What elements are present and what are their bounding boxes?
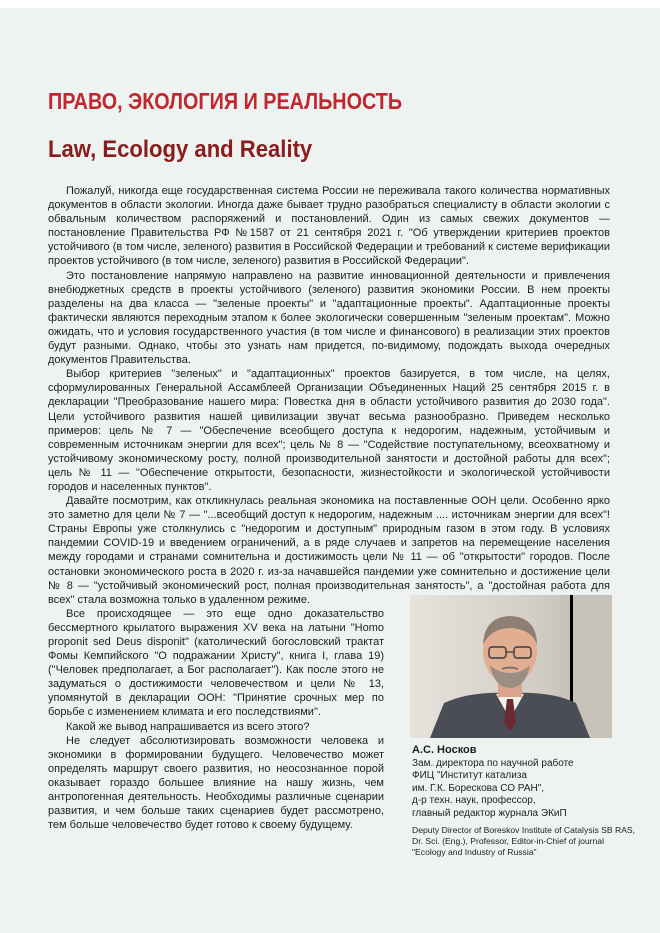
author-position-line: им. Г.К. Борескова СО РАН", (412, 782, 544, 794)
author-position-line: Зам. директора по научной работе (412, 757, 574, 769)
page-title-ru: ПРАВО, ЭКОЛОГИЯ И РЕАЛЬНОСТЬ (48, 88, 403, 114)
author-position-en-line: Dr. Sci. (Eng.), Professor, Editor-in-Chief of journal (412, 835, 604, 846)
author-position-en-line: "Ecology and Industry of Russia" (412, 846, 537, 857)
author-caption (412, 744, 636, 858)
article-paragraph-5: Все происходящее — это еще одно доказательство бессмертного крылатого выражения XV века на латыни "Homo proponit sed Deus disponit" (католический богословский трактат Фомы Кемпийского "О подражании Христу", книга I, глава 19) ("Человек предполагает, а Бог располагает"). Как после этого не задуматься о достижимости человечеством и цели № 13, упомянутой в декларации ООН: "Принятие срочных мер по борьбе с изменением климата и его последствиями". (48, 607, 384, 719)
author-position-en (412, 824, 636, 858)
article-paragraph-6: Какой же вывод напрашивается из всего этого? (66, 720, 310, 733)
article-paragraph-4: Давайте посмотрим, как откликнулась реальная экономика на поставленные ООН цели. Особенно ярко это заметно для цели № 7 — "...всеобщий доступ к недорогим, надежным .... источникам энергии для всех"! Страны Европы уже столкнулись с "недорогим и доступным" природным газом в этом году. В условиях пандемии COVID-19 и введением ограничений, а в ряде случаев и запретов на перемещение населения между городами и странами сомнительна и достижимость цели № 11 — об "открытости" городов. После остановки экономического роста в 2020 г. из-за начавшейся пандемии уже сомнительно и достижение цели № 8 — "устойчивый экономический рост, полная производительная занятость", а "достойная работа для всех" стала возможна только в удаленном режиме. (48, 495, 610, 606)
article-paragraph-1: Пожалуй, никогда еще государственная система России не переживала такого количества нормативных документов в области экологии. Иногда даже бывает трудно разобраться специалисту в области экологии с обвальным количеством распоряжений и постановлений. Один из самых свежих документов — постановление Правительства РФ №1587 от 21 сентября 2021 г. "Об утверждении критериев проектов устойчивого (в том числе, зеленого) развития в Российской Федерации и требований к системе верификации проектов устойчивого (в том числе, зеленого) развития в Российской Федерации". (48, 185, 610, 268)
article-paragraph-7: Не следует абсолютизировать возможности человека и экономики в формировании будущего. Человечество может определять маршрут своего развития, но неосознанное порой оказывает гораздо большее влияние на нашу жизнь, чем антропогенная деятельность. Необходимы различные сценарии развития, и чем больше таких сценариев будет рассмотрено, тем больше человечество будет готово к своему будущему. (48, 734, 384, 832)
author-portrait-image (410, 595, 612, 738)
author-photo (410, 595, 612, 738)
page-title-en: Law, Ecology and Reality (48, 136, 313, 163)
article-paragraph-2: Это постановление напрямую направлено на развитие инновационной деятельности и привлечения внебюджетных средств в проекты устойчивого (зеленого) развития экономики России. В нем проекты разделены на два класса — "зеленые проекты" и "адаптационные проекты". Адаптационные проекты фактически являются переходным этапом к более экологически совершенным "зеленым проектам". Можно ожидать, что и условия государственного участия (в том числе и финансового) в реализации этих проектов будут разными. Однако, чтобы это узнать нам придется, по-видимому, подождать выхода очередных документов Правительства. (48, 269, 610, 367)
author-position-line: д-р техн. наук, профессор, (412, 795, 536, 807)
article-paragraph-3: Выбор критериев "зеленых" и "адаптационных" проектов базируется, в том числе, на целях, сформулированных Генеральной Ассамблеей Организации Объединенных Наций 25 сентября 2015 г. в декларации "Преобразование нашего мира: Повестка дня в области устойчивого развития до 2030 года". Цели устойчивого развития нашей цивилизации звучат весьма разнообразно. Приведем несколько примеров: цель № 7 — "Обеспечение всеобщего доступа к недорогим, надежным, устойчивым и современным источникам энергии для всех"; цель № 8 — "Содействие поступательному, всеохватному и устойчивому экономическому росту, полной производительной занятости и достойной работы для всех"; цель № 11 — "Обеспечение открытости, безопасности, жизнестойкости и экологической устойчивости городов и населенных пунктов". (48, 368, 610, 493)
top-band (0, 0, 660, 8)
author-position-en-line: Deputy Director of Boreskov Institute of Catalysis SB RAS, (412, 824, 636, 835)
author-position-line: ФИЦ "Институт катализа (412, 770, 527, 782)
author-position-line: главный редактор журнала ЭКиП (412, 807, 567, 819)
author-name: А.С. Носков (412, 744, 477, 756)
